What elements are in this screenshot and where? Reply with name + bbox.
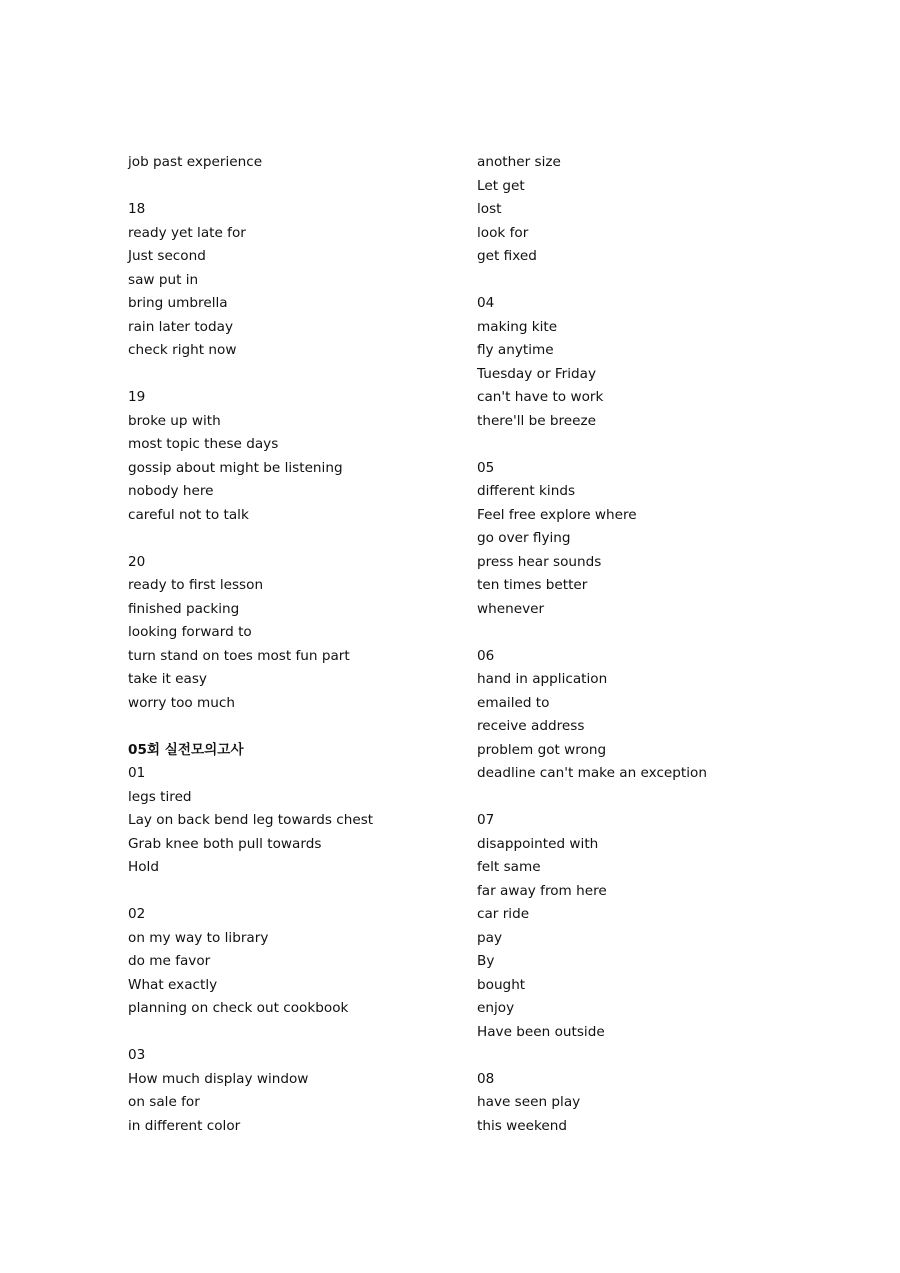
blank-line — [128, 527, 458, 551]
question-number: 04 — [477, 295, 495, 311]
phrase-line: careful not to talk — [128, 506, 249, 523]
section-heading: 05회 실전모의고사 — [128, 741, 244, 758]
phrase-line: broke up with — [128, 412, 221, 429]
phrase-line: Lay on back bend leg towards chest — [128, 812, 374, 828]
phrase-line: can't have to work — [477, 389, 604, 405]
phrase-line: check right now — [128, 342, 237, 358]
phrase-line: deadline can't make an exception — [477, 765, 707, 781]
phrase-line: Just second — [128, 248, 206, 264]
question-number: 01 — [128, 765, 146, 781]
phrase-line: far away from here — [477, 882, 607, 899]
right-column — [477, 151, 807, 1138]
phrase-line: do me favor — [128, 953, 211, 969]
phrase-line: ready to first lesson — [128, 577, 264, 593]
phrase-line: take it easy — [128, 671, 207, 687]
question-number: 03 — [128, 1047, 146, 1063]
phrase-line: rain later today — [128, 318, 233, 335]
phrase-line: Have been outside — [477, 1023, 605, 1040]
phrase-line: different kinds — [477, 483, 576, 499]
blank-line — [477, 269, 807, 293]
phrase-line: hand in application — [477, 671, 608, 687]
phrase-line: planning on check out cookbook — [128, 1000, 349, 1016]
phrase-line: fly anytime — [477, 342, 554, 358]
phrase-line: bring umbrella — [128, 295, 228, 311]
phrase-line: receive address — [477, 718, 585, 734]
phrase-line: most topic these days — [128, 436, 279, 452]
phrase-line: finished packing — [128, 600, 240, 617]
question-number: 02 — [128, 906, 146, 922]
blank-line — [128, 715, 458, 739]
blank-line — [477, 621, 807, 645]
phrase-line: whenever — [477, 600, 545, 617]
phrase-line: pay — [477, 929, 503, 946]
phrase-line: looking forward to — [128, 624, 252, 640]
phrase-line: gossip about might be listening — [128, 459, 343, 476]
phrase-line: bought — [477, 976, 526, 993]
phrase-line: saw put in — [128, 271, 199, 288]
blank-line — [477, 1044, 807, 1068]
phrase-line: What exactly — [128, 976, 218, 993]
blank-line — [128, 1021, 458, 1045]
phrase-line: go over flying — [477, 530, 571, 546]
phrase-line: have seen play — [477, 1094, 581, 1110]
phrase-line: By — [477, 953, 495, 969]
phrase-line: press hear sounds — [477, 553, 602, 570]
phrase-line: problem got wrong — [477, 741, 607, 758]
phrase-line: car ride — [477, 906, 530, 922]
phrase-line: ready yet late for — [128, 224, 246, 241]
blank-line — [128, 880, 458, 904]
phrase-line: on my way to library — [128, 929, 269, 946]
phrase-line: get fixed — [477, 248, 537, 264]
phrase-line: in different color — [128, 1117, 241, 1134]
phrase-line: this weekend — [477, 1117, 567, 1134]
phrase-line: lost — [477, 201, 502, 217]
question-number: 05 — [477, 459, 495, 476]
question-number: 19 — [128, 389, 146, 405]
left-column — [128, 151, 458, 1138]
phrase-line: Grab knee both pull towards — [128, 835, 322, 852]
phrase-line: Let get — [477, 177, 525, 194]
blank-line — [477, 433, 807, 457]
phrase-line: enjoy — [477, 1000, 515, 1016]
phrase-line: look for — [477, 224, 529, 241]
phrase-line: Tuesday or Friday — [477, 365, 597, 382]
phrase-line: Hold — [128, 859, 159, 875]
phrase-line: there'll be breeze — [477, 412, 597, 429]
phrase-line: turn stand on toes most fun part — [128, 647, 350, 664]
question-number: 06 — [477, 647, 495, 664]
blank-line — [477, 786, 807, 810]
phrase-line: making kite — [477, 318, 558, 335]
phrase-line: ten times better — [477, 577, 588, 593]
phrase-line: emailed to — [477, 694, 550, 711]
phrase-line: How much display window — [128, 1070, 309, 1087]
question-number: 07 — [477, 812, 495, 828]
question-number: 08 — [477, 1070, 495, 1087]
question-number: 20 — [128, 553, 146, 570]
phrase-line: Feel free explore where — [477, 506, 637, 523]
phrase-line: nobody here — [128, 483, 214, 499]
phrase-line: another size — [477, 154, 561, 170]
blank-line — [128, 175, 458, 199]
phrase-line: legs tired — [128, 788, 192, 805]
blank-line — [128, 363, 458, 387]
question-number: 18 — [128, 201, 146, 217]
phrase-line: felt same — [477, 859, 541, 875]
phrase-line: disappointed with — [477, 835, 599, 852]
phrase-line: worry too much — [128, 694, 235, 711]
phrase-line: on sale for — [128, 1094, 200, 1110]
phrase-line: job past experience — [128, 154, 263, 170]
